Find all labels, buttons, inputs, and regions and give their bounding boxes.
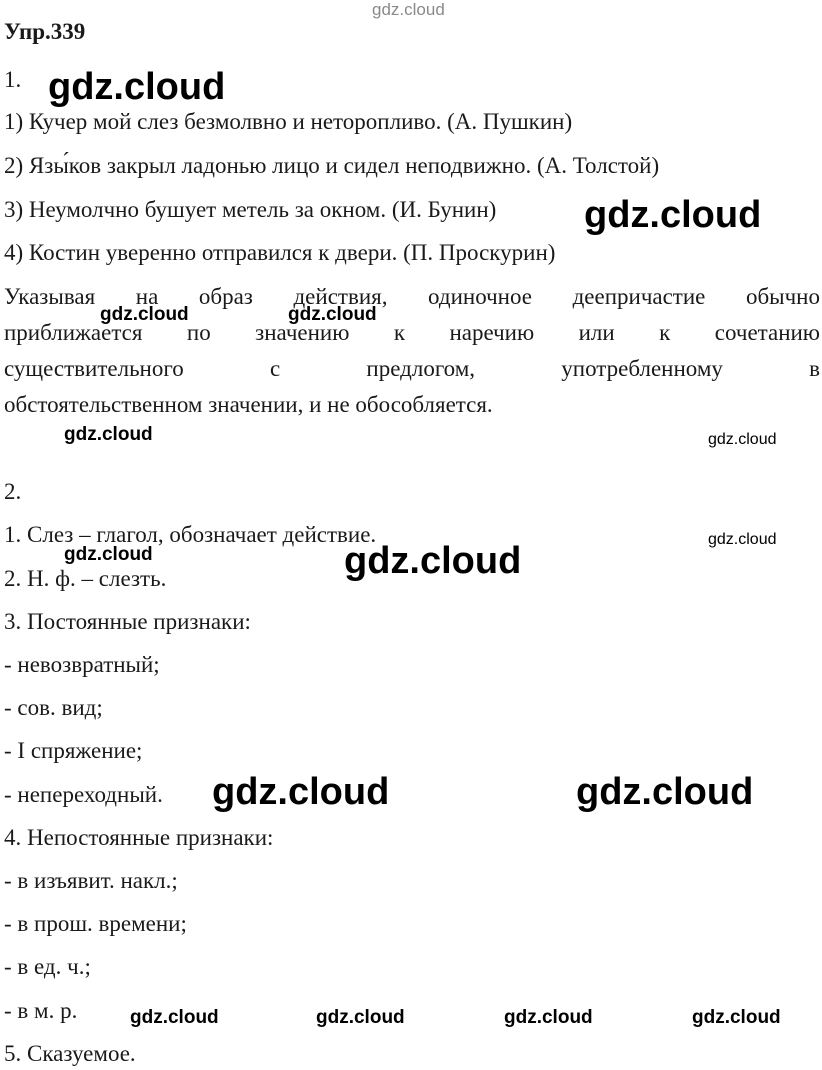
explanation-line-1: Указывая на образ действия, одиночное деепричастие обычно	[4, 284, 820, 309]
watermark-6: gdz.cloud	[708, 431, 777, 448]
watermark-11: gdz.cloud	[576, 771, 754, 813]
watermark-8: gdz.cloud	[64, 544, 153, 565]
explanation-paragraph	[4, 279, 820, 423]
explanation-line-2: приближается по значению к наречию или к сочетанию	[4, 320, 820, 345]
watermark-2: gdz.cloud	[584, 194, 762, 236]
watermark-3: gdz.cloud	[100, 304, 189, 325]
sentence-2: 2) Язы́ков закрыл ладонью лицо и сидел неподвижно. (А. Толстой)	[4, 153, 660, 178]
analysis-line-8: 4. Непостоянные признаки:	[4, 825, 274, 850]
watermark-7: gdz.cloud	[708, 531, 777, 548]
explanation-line-4: обстоятельственном значении, и не обособляется.	[4, 392, 493, 417]
analysis-line-3: 3. Постоянные признаки:	[4, 609, 251, 634]
analysis-line-1: 1. Слез – глагол, обозначает действие.	[4, 522, 377, 547]
analysis-line-5: - сов. вид;	[4, 695, 103, 720]
watermark-10: gdz.cloud	[212, 771, 390, 813]
sentence-3: 3) Неумолчно бушует метель за окном. (И. Бунин)	[4, 197, 497, 222]
sentence-1: 1) Кучер мой слез безмолвно и неторопливо. (А. Пушкин)	[4, 109, 573, 134]
part1-number: 1.	[4, 67, 22, 92]
watermark-14: gdz.cloud	[504, 1007, 593, 1028]
watermark-13: gdz.cloud	[316, 1007, 405, 1028]
part2-number: 2.	[4, 479, 22, 504]
watermark-top: gdz.cloud	[372, 0, 445, 19]
sentence-4: 4) Костин уверенно отправился к двери. (П. Проскурин)	[4, 240, 556, 265]
watermark-1: gdz.cloud	[48, 66, 226, 108]
watermark-5: gdz.cloud	[64, 424, 153, 445]
analysis-line-7: - непереходный.	[4, 782, 163, 807]
watermark-4: gdz.cloud	[288, 304, 377, 325]
analysis-line-2: 2. Н. ф. – слезть.	[4, 566, 167, 591]
watermark-15: gdz.cloud	[692, 1007, 781, 1028]
analysis-line-10: - в прош. времени;	[4, 911, 187, 936]
analysis-line-9: - в изъявит. накл.;	[4, 868, 178, 893]
watermark-12: gdz.cloud	[130, 1007, 219, 1028]
analysis-line-6: - I спряжение;	[4, 738, 143, 763]
page-title: Упр.339	[4, 19, 86, 44]
explanation-line-3: существительного с предлогом, употребленному в	[4, 356, 820, 381]
watermark-9: gdz.cloud	[344, 540, 522, 582]
analysis-line-12: - в м. р.	[4, 998, 78, 1023]
analysis-line-4: - невозвратный;	[4, 652, 160, 677]
analysis-line-13: 5. Сказуемое.	[4, 1041, 136, 1066]
analysis-line-11: - в ед. ч.;	[4, 954, 91, 979]
